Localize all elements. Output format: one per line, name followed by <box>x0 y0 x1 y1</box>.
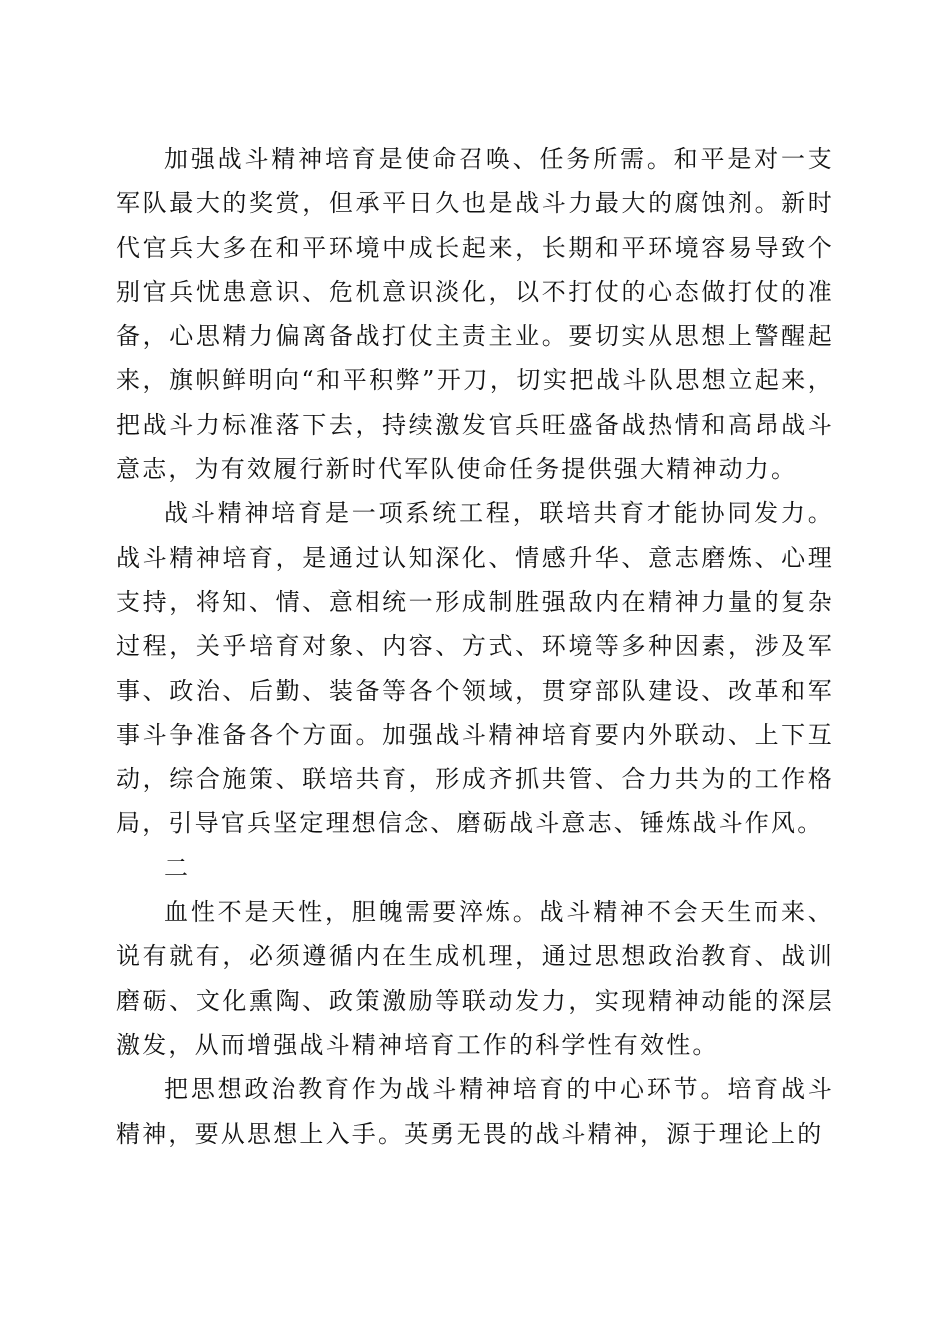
document-body <box>116 137 834 1156</box>
paragraph-courage-tempering: 血性不是天性，胆魄需要淬炼。战斗精神不会天生而来、说有就有，必须遵循内在生成机理，通过思想政治教育、战训磨砺、文化熏陶、政策激励等联动发力，实现精神动能的深层激发，从而增强战斗精神培育工作的科学性有效性。 <box>116 898 834 1059</box>
paragraph-political-education: 把思想政治教育作为战斗精神培育的中心环节。培育战斗精神，要从思想上入手。英勇无畏的战斗精神，源于理论上的 <box>116 1075 834 1148</box>
section-heading: 二 <box>164 853 191 882</box>
paragraph-mission-call: 加强战斗精神培育是使命召唤、任务所需。和平是对一支军队最大的奖赏，但承平日久也是战斗力最大的腐蚀剂。新时代官兵大多在和平环境中成长起来，长期和平环境容易导致个别官兵忧患意识、危机意识淡化，以不打仗的心态做打仗的准备，心思精力偏离备战打仗主责主业。要切实从思想上警醒起来，旗帜鲜明向“和平积弊”开刀，切实把战斗队思想立起来，把战斗力标准落下去，持续激发官兵旺盛备战热情和高昂战斗意志，为有效履行新时代军队使命任务提供强大精神动力。 <box>116 145 834 484</box>
paragraph-systematic-project: 战斗精神培育是一项系统工程，联培共育才能协同发力。战斗精神培育，是通过认知深化、情感升华、意志磨炼、心理支持，将知、情、意相统一形成制胜强敌内在精神力量的复杂过程，关乎培育对象、内容、方式、环境等多种因素，涉及军事、政治、后勤、装备等各个领域，贯穿部队建设、改革和军事斗争准备各个方面。加强战斗精神培育要内外联动、上下互动，综合施策、联培共育，形成齐抓共管、合力共为的工作格局，引导官兵坚定理想信念、磨砺战斗意志、锤炼战斗作风。 <box>116 499 834 838</box>
